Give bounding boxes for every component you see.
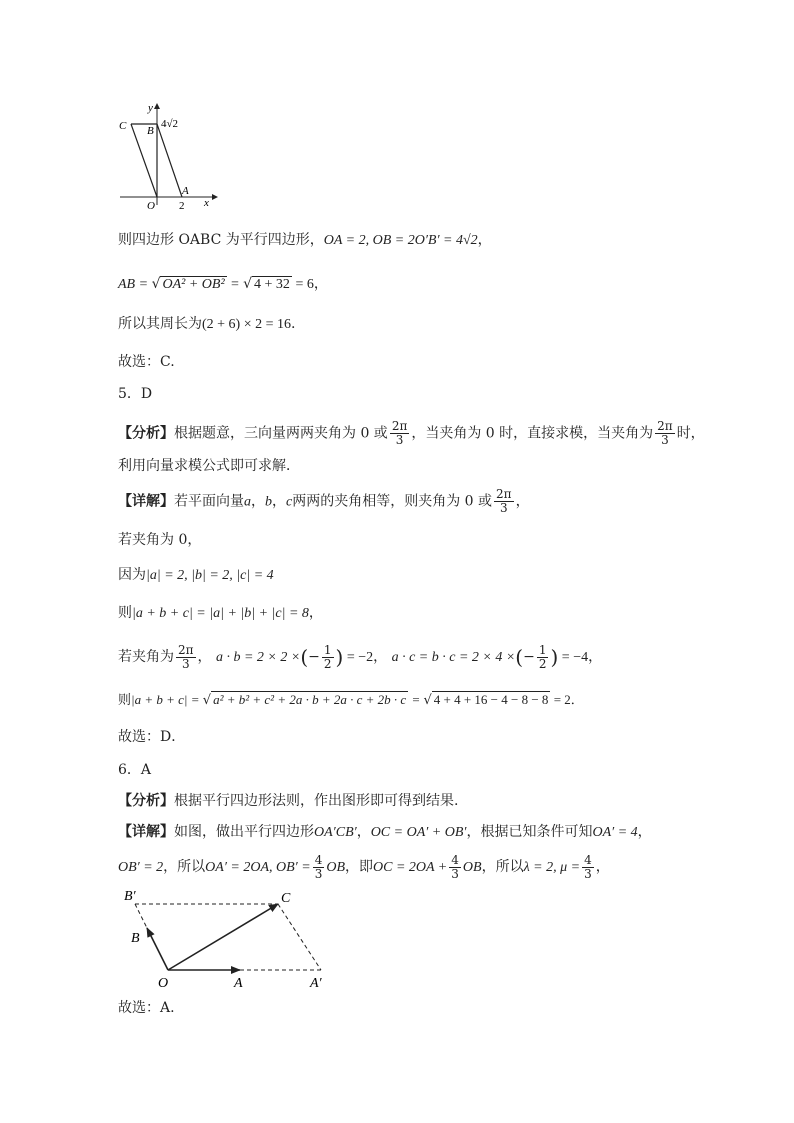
- label-a-value: 2: [179, 200, 185, 212]
- label-a: A: [234, 976, 243, 991]
- q4-answer: 故选：C.: [118, 354, 175, 370]
- q5-then-1: 则|a + b + c| = |a| + |b| + |c| = 8，: [118, 605, 323, 621]
- label-c: C: [119, 120, 127, 132]
- q6-answer: 故选：A.: [118, 1000, 175, 1016]
- q5-then-2: 则|a + b + c| = √ a² + b² + c² + 2a · b + 2a · c + 2b · c = √ 4 + 4 + 16 − 4 − 8 − 8 = 2．: [118, 692, 584, 708]
- fraction-4-3: $\frac{4}{3}$: [314, 852, 323, 881]
- label-b: B: [131, 931, 140, 946]
- q6-detail: 【详解】如图，做出平行四边形OA′CB′，OC = OA′ + OB′，根据已知条件可知OA′ = 4，: [118, 824, 652, 840]
- x-axis-arrow-icon: [212, 194, 218, 200]
- fraction-2pi-3: $\frac{2\pi}{3}$: [178, 642, 194, 671]
- figure-parallelogram-oacb: [118, 886, 338, 992]
- label-c: C: [281, 891, 291, 906]
- fraction-1-2: $\frac{1}{2}$: [323, 642, 332, 671]
- q5-number: 5．D: [118, 386, 153, 402]
- label-x: x: [204, 197, 209, 209]
- q5-detail: 【详解】若平面向量a，b，c两两的夹角相等，则夹角为 0 或 $\frac{2\pi}{3}$ ，: [118, 487, 530, 515]
- label-b-prime: B′: [124, 889, 136, 904]
- q5-analysis-2: 利用向量求模公式即可求解．: [118, 458, 300, 474]
- label-o: O: [147, 200, 155, 212]
- label-a-prime: A′: [310, 976, 322, 991]
- q5-analysis: 【分析】根据题意，三向量两两夹角为 0 或 $\frac{2\pi}{3}$ ，当夹角为 0 时，直接求模，当夹角为 $\frac{2\pi}{3}$ 时，: [118, 419, 705, 447]
- label-y: y: [148, 102, 153, 114]
- q5-case-2: 若夹角为 $\frac{2\pi}{3}$ ， a · b = 2 × 2 ×(− $\frac{1}{2}$ ) = −2， a · c = b · c = 2 × 4 ×(− $\frac{1}{2}$ ) = −4，: [118, 642, 603, 671]
- label-a: A: [182, 185, 189, 197]
- y-axis-arrow-icon: [154, 103, 160, 109]
- fraction-4-3: $\frac{4}{3}$: [584, 852, 592, 881]
- q6-analysis: 【分析】根据平行四边形法则，作出图形即可得到结果.: [118, 793, 459, 809]
- q4-line-3: 所以其周长为(2 + 6) × 2 = 16.: [118, 316, 296, 332]
- edge-ba: [157, 124, 182, 197]
- label-o: O: [158, 976, 169, 991]
- q5-case-0: 若夹角为 0，: [118, 532, 202, 548]
- q4-line-1: 则四边形 OABC 为平行四边形，OA = 2, OB = 2O′B′ = 4√2，: [118, 232, 492, 248]
- vector-oc-arrow: [168, 904, 278, 970]
- fraction-2pi-3: $\frac{2\pi}{3}$: [657, 419, 673, 447]
- fraction-4-3: $\frac{4}{3}$: [451, 852, 459, 881]
- figure-parallelogram-oabc: [112, 100, 222, 212]
- q5-answer: 故选：D．: [118, 729, 186, 745]
- label-b-value: 4√2: [161, 118, 179, 130]
- vector-ob-arrow: [147, 928, 168, 970]
- fraction-2pi-3: $\frac{2\pi}{3}$: [391, 419, 408, 447]
- fraction-2pi-3: $\frac{2\pi}{3}$: [496, 487, 512, 515]
- fraction-1-2: $\frac{1}{2}$: [538, 642, 547, 671]
- q6-line-2: OB′ = 2，所以OA′ = 2OA, OB′ = $\frac{4}{3}$ OB，即OC = 2OA + $\frac{4}{3}$ OB，所以λ = 2, μ = $\frac{4}{3}$ ，: [118, 852, 610, 881]
- dashed-edge-c-a-prime: [278, 904, 321, 970]
- q5-given: 因为|a| = 2, |b| = 2, |c| = 4: [118, 567, 274, 583]
- q4-line-2: AB = √ OA² + OB² = √ 4 + 32 = 6，: [118, 276, 328, 292]
- q6-number: 6．A: [118, 762, 152, 778]
- label-b: B: [147, 125, 154, 137]
